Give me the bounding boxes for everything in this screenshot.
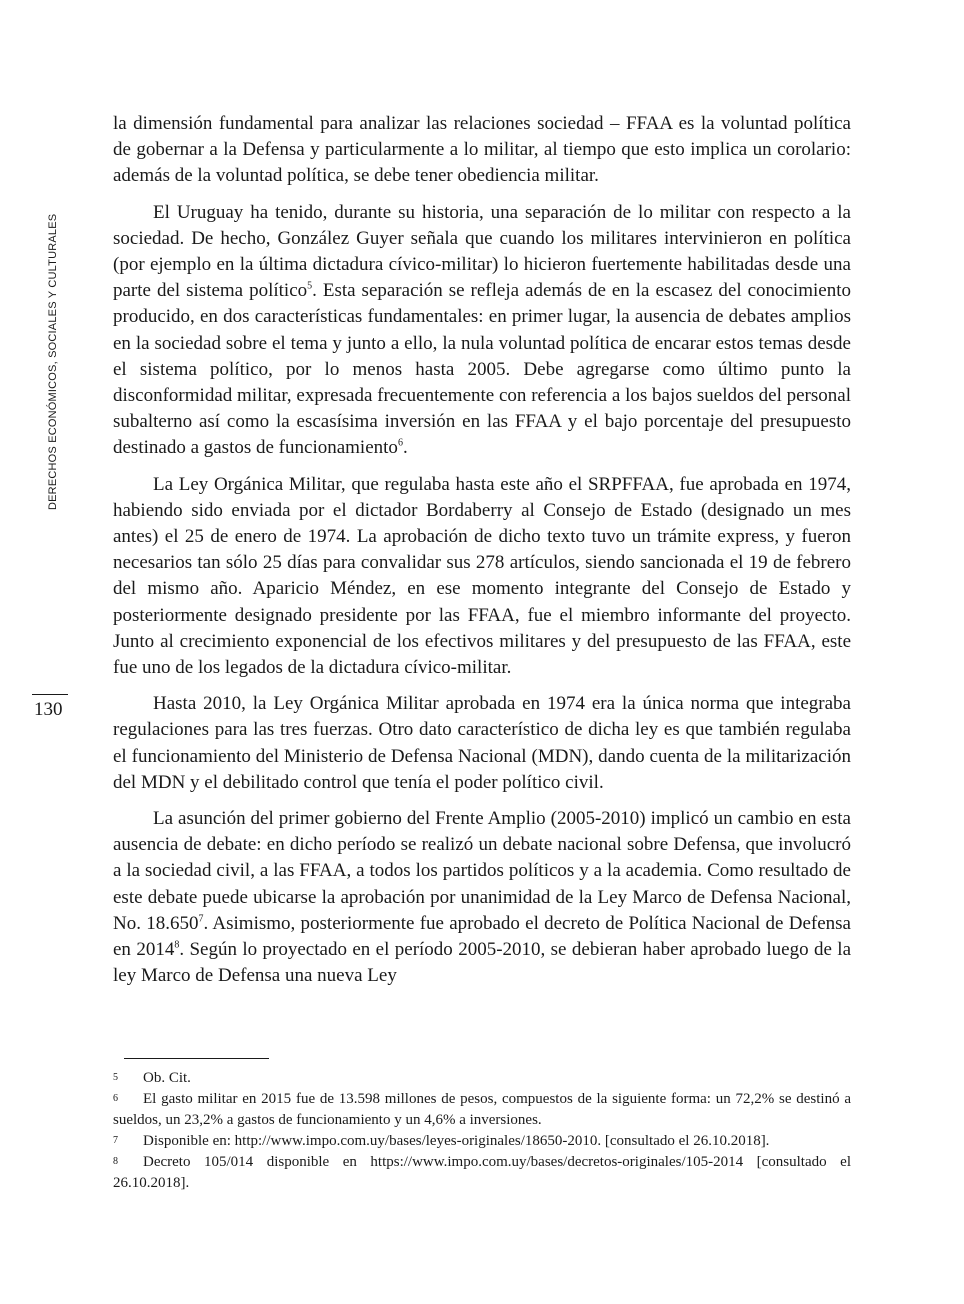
footnote-number: 7	[113, 1135, 118, 1146]
page-number: 130	[34, 699, 63, 720]
footnote-ref-8[interactable]: 8	[174, 939, 180, 951]
footnote-5	[113, 1068, 851, 1089]
paragraph-1-text: la dimensión fundamental para analizar las relaciones sociedad – FFAA es la voluntad política de gobernar a la Defensa y particularmente a lo militar, al tiempo que esto implica un corolario: además de la voluntad política, se debe tener obediencia militar.	[113, 113, 851, 187]
footnote-ref-5[interactable]: 5	[307, 280, 313, 292]
paragraph-2-text-c: .	[402, 437, 408, 459]
paragraph-5	[113, 806, 851, 989]
paragraph-2-text-b: . Esta separación se refleja además de en la escasez del conocimiento producido, en dos características fundamentales: en primer lugar, la ausencia de debates amplios en la sociedad sobre el tema y junto a ello, la nula voluntad política de encarar estos temas desde el sistema político, por lo menos hasta 2005. Debe agregarse como último punto la disconformidad militar, expresada frecuentemente con referencia a los bajos sueldos del personal subalterno así como la escasísima inversión en las FFAA y el bajo porcentaje del presupuesto destinado a gastos de funcionamiento	[113, 280, 851, 459]
footnote-number: 6	[113, 1093, 118, 1104]
paragraph-1	[113, 111, 851, 190]
footnote-ref-6[interactable]: 6	[397, 438, 403, 450]
footnote-text: El gasto militar en 2015 fue de 13.598 millones de pesos, compuestos de la siguiente forma: un 72,2% se destinó a sueldos, un 23,2% a gastos de funcionamiento y un 4,6% a inversiones.	[113, 1091, 851, 1128]
paragraph-4-text: Hasta 2010, la Ley Orgánica Militar aprobada en 1974 era la única norma que integraba regulaciones para las tres fuerzas. Otro dato característico de dicha ley es que también regulaba el funcionamiento del Ministerio de Defensa Nacional (MDN), dando cuenta de la militarización del MDN y el debilitado control que tenía el poder político civil.	[113, 693, 851, 793]
footnote-text: Ob. Cit.	[143, 1070, 191, 1086]
footnote-6	[113, 1089, 851, 1131]
footnote-ref-7[interactable]: 7	[198, 913, 204, 925]
paragraph-5-text-c: . Según lo proyectado en el período 2005-2010, se debieran haber aprobado luego de la ley Marco de Defensa una nueva Ley	[113, 939, 851, 987]
footnote-text[interactable]: Disponible en: http://www.impo.com.uy/bases/leyes-originales/18650-2010. [consultado el 26.10.2018].	[143, 1133, 770, 1149]
footnote-7	[113, 1131, 851, 1152]
footnote-number: 5	[113, 1072, 118, 1083]
footnote-text[interactable]: Decreto 105/014 disponible en https://www.impo.com.uy/bases/decretos-originales/105-2014 [consultado el 26.10.2018].	[113, 1154, 851, 1191]
paragraph-5-text-a: La asunción del primer gobierno del Frente Amplio (2005-2010) implicó un cambio en esta ausencia de debate: en dicho período se realizó un debate nacional sobre Defensa, que involucró a la sociedad civil, a las FFAA, a todos los partidos políticos y a la academia. Como resultado de este debate puede ubicarse la aprobación por unanimidad de la Ley Marco de Defensa Nacional, No. 18.650	[113, 808, 851, 934]
running-header: DERECHOS ECONÓMICOS, SOCIALES Y CULTURALES	[47, 213, 59, 510]
paragraph-4	[113, 691, 851, 796]
footnote-8	[113, 1152, 851, 1194]
footnotes	[113, 1068, 851, 1194]
page-number-rule	[32, 694, 68, 695]
paragraph-3	[113, 472, 851, 682]
paragraph-2	[113, 200, 851, 462]
footnote-separator	[124, 1058, 269, 1059]
body-text	[113, 111, 851, 1000]
paragraph-3-text: La Ley Orgánica Militar, que regulaba hasta este año el SRPFFAA, fue aprobada en 1974, habiendo sido enviada por el dictador Bordaberry al Consejo de Estado (designado un mes antes) el 25 de enero de 1974. La aprobación de dicho texto tuvo un trámite express, y fueron necesarios tan sólo 25 días para convalidar sus 278 artículos, siendo sancionada el 19 de febrero del mismo año. Aparicio Méndez, en ese momento integrante del Consejo de Estado y posteriormente designado presidente por las FFAA, fue el miembro informante del proyecto. Junto al crecimiento exponencial de los efectivos militares y del presupuesto de las FFAA, este fue uno de los legados de la dictadura cívico-militar.	[113, 473, 851, 679]
paragraph-5-text-b: . Asimismo, posteriormente fue aprobado el decreto de Política Nacional de Defensa en 2014	[113, 912, 851, 961]
paragraph-2-text-a: El Uruguay ha tenido, durante su historia, una separación de lo militar con respecto a la sociedad. De hecho, González Guyer señala que cuando los militares intervinieron en política (por ejemplo en la última dictadura cívico-militar) lo hicieron fuertemente habilitadas desde una parte del sistema político	[113, 201, 851, 302]
footnote-number: 8	[113, 1156, 118, 1167]
